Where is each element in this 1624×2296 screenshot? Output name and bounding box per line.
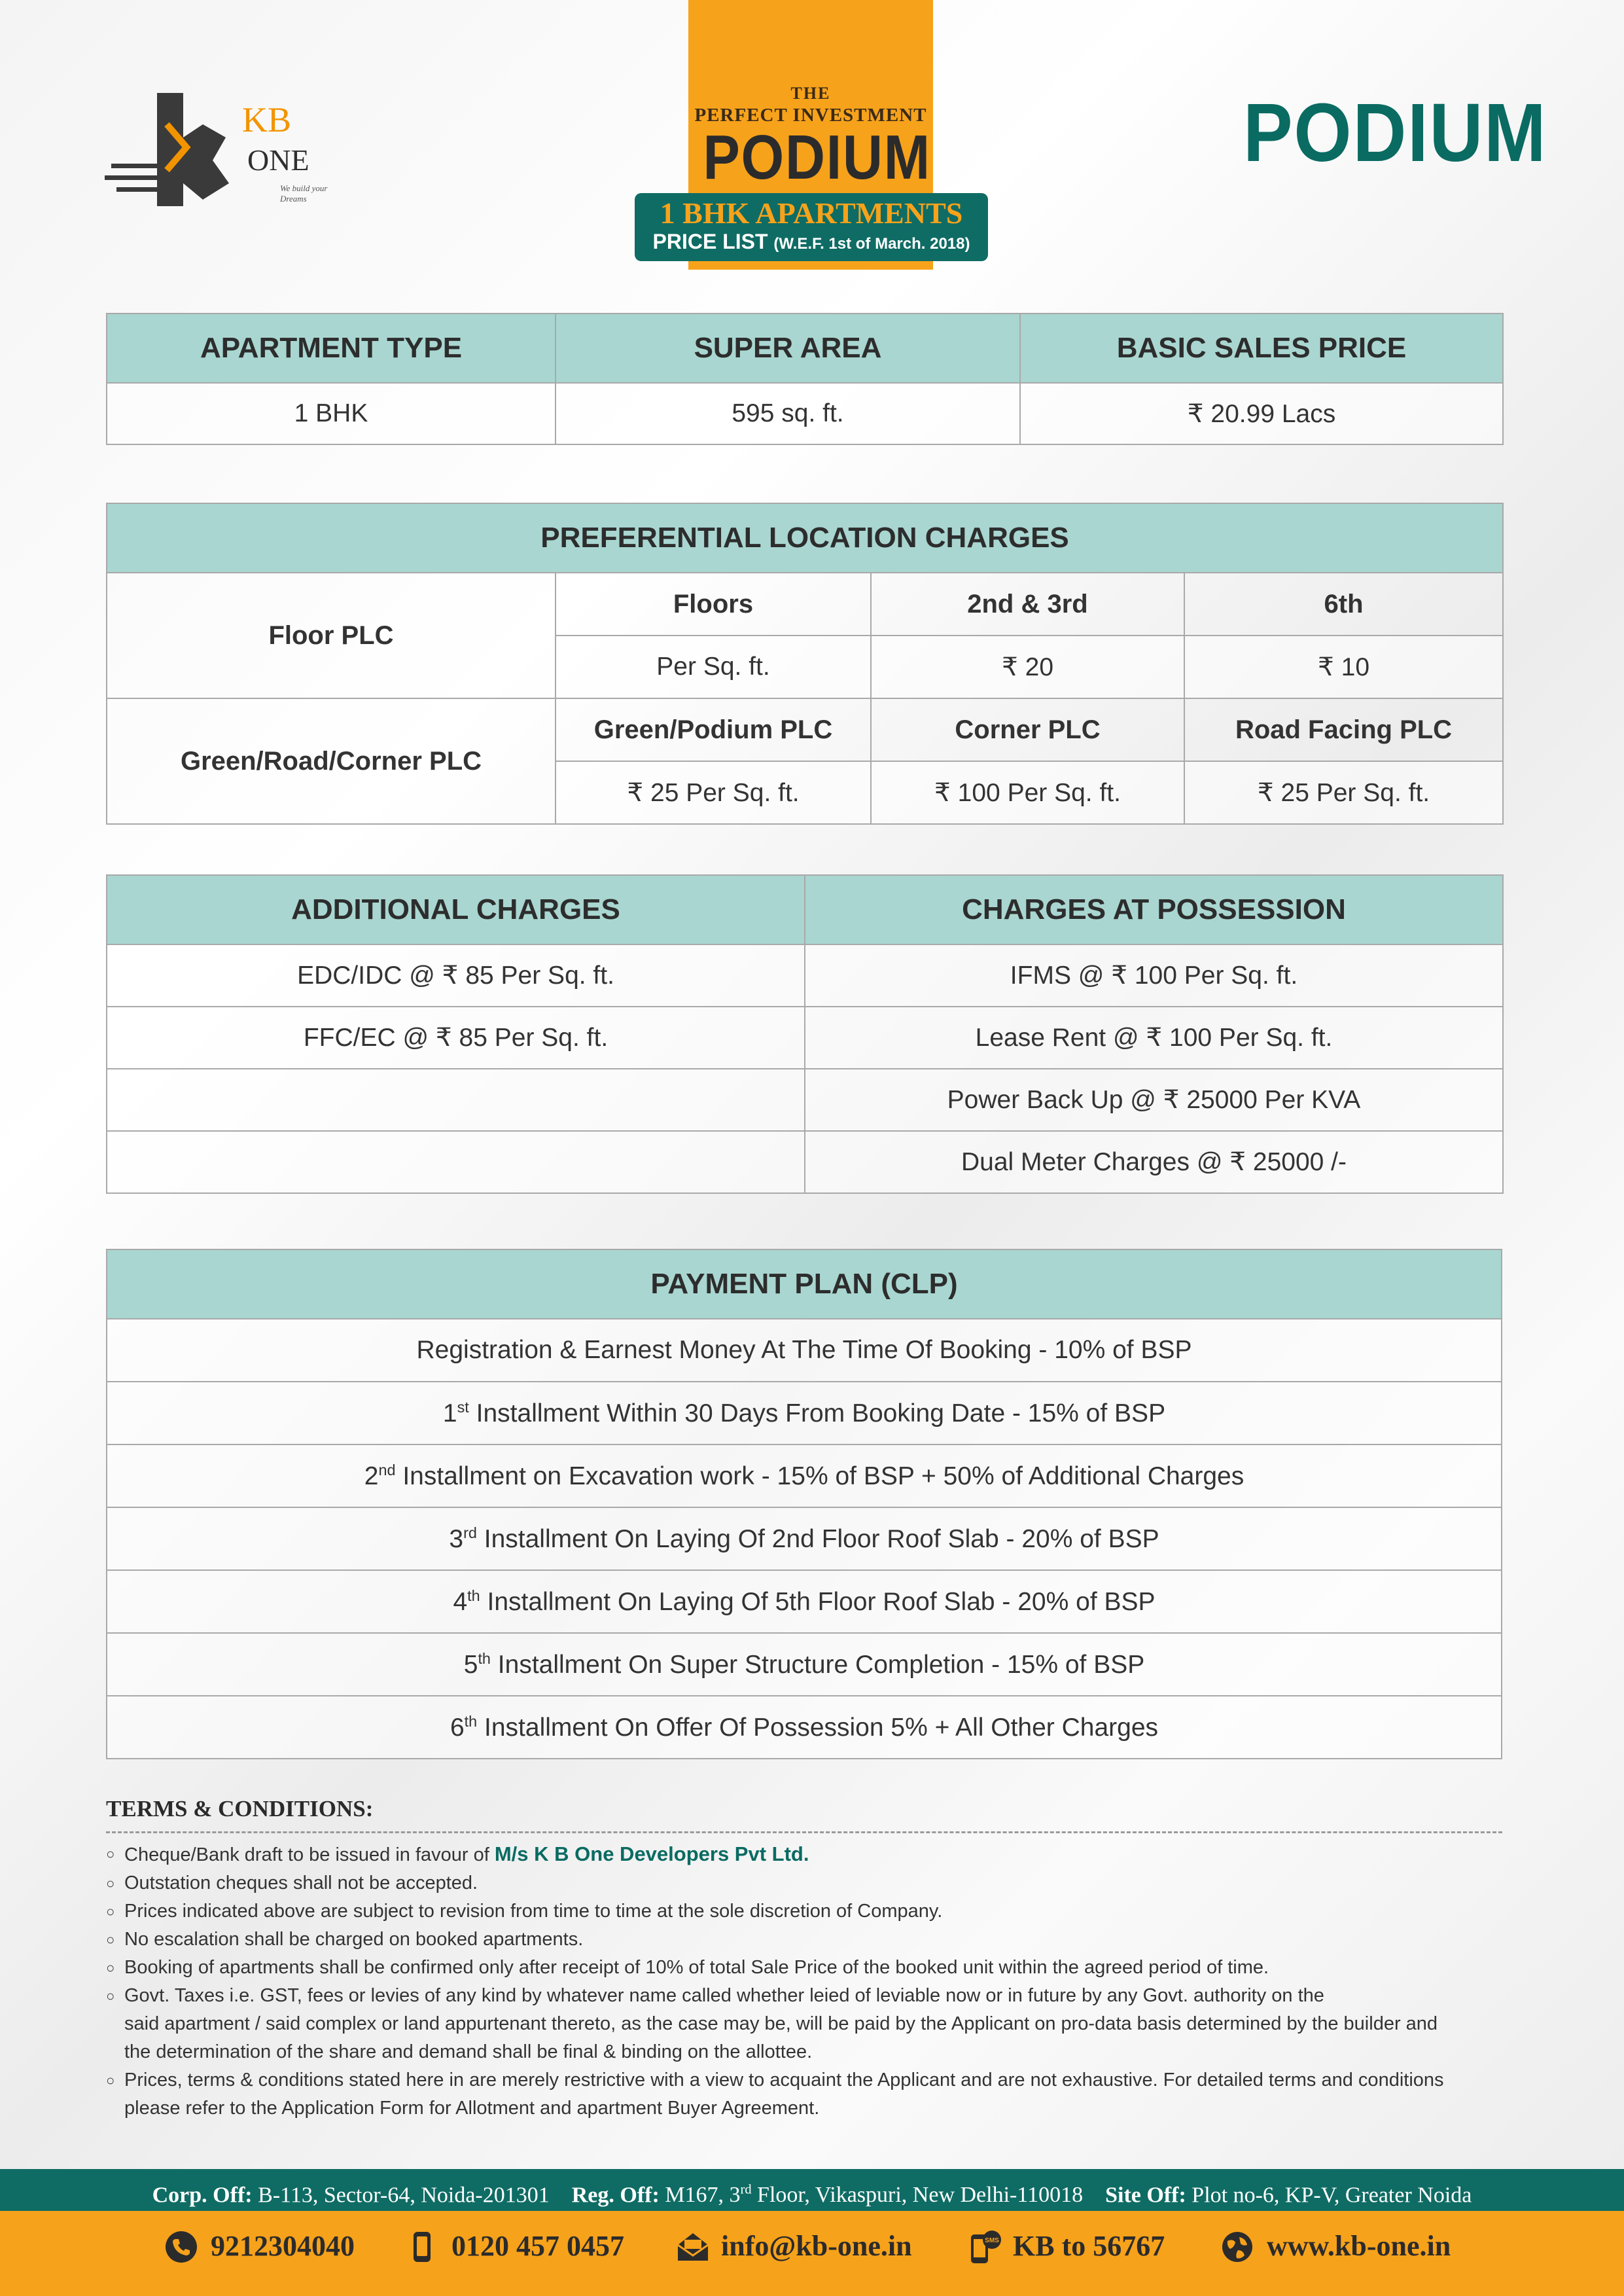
sms-code: KB to 56767 [1013,2230,1165,2262]
list-item: ○ Cheque/Bank draft to be issued in favour of M/s K B One Developers Pvt Ltd. [106,1840,1532,1869]
table-row [107,383,1503,444]
table-row [107,1507,1502,1570]
badge-podium: PODIUM [703,122,931,192]
price-list-text: PRICE LIST [652,230,768,253]
header-basic-sales-price: BASIC SALES PRICE [1020,314,1503,383]
list-item: ○ Booking of apartments shall be confirmed only after receipt of 10% of total Sale Price of the booked unit within the agreed period of time. [106,1954,1532,1982]
logo-one: ONE [247,143,309,177]
floor-val-per-sqft: Per Sq. ft. [556,636,871,698]
table-row [107,1319,1502,1382]
green-head-corner: Corner PLC [871,698,1184,761]
additional-charge-cell [107,1069,805,1131]
plc-title: PREFERENTIAL LOCATION CHARGES [107,503,1503,573]
additional-charge-cell: EDC/IDC @ ₹ 85 Per Sq. ft. [107,944,805,1007]
badge-perfect-investment: PERFECT INVESTMENT [694,105,927,126]
mail-icon [675,2231,711,2263]
table-row [107,1696,1502,1759]
list-item: ○ Prices indicated above are subject to revision from time to time at the sole discretion of Company. [106,1897,1532,1926]
landline-number: 0120 457 0457 [451,2230,624,2262]
green-val-road-facing: ₹ 25 Per Sq. ft. [1184,761,1503,824]
list-item: ○ No escalation shall be charged on booked apartments. [106,1926,1532,1954]
floor-val-6th: ₹ 10 [1184,636,1503,698]
site-office-address: Plot no-6, KP-V, Greater Noida [1192,2183,1472,2208]
list-item: ○ Outstation cheques shall not be accepted. [106,1869,1532,1897]
charges-at-possession-title: CHARGES AT POSSESSION [805,875,1503,944]
wef-text: (W.E.F. 1st of March. 2018) [773,235,970,253]
green-val-podium: ₹ 25 Per Sq. ft. [556,761,871,824]
table-row [107,1007,1503,1069]
bhk-apartments-label: 1 BHK APARTMENTS [660,196,963,230]
additional-charge-cell: FFC/EC @ ₹ 85 Per Sq. ft. [107,1007,805,1069]
reg-office-address: M167, 3rd Floor, Vikaspuri, New Delhi-110018 [665,2183,1084,2208]
payment-installment-2: 2nd Installment on Excavation work - 15% of BSP + 50% of Additional Charges [107,1444,1502,1507]
page-title: PODIUM [1243,86,1547,179]
corp-office-address: B-113, Sector-64, Noida-201301 [258,2183,550,2208]
table-row [107,1382,1502,1444]
header-apartment-type: APARTMENT TYPE [107,314,556,383]
phone-number: 9212304040 [211,2230,355,2262]
price-list-label [635,230,988,254]
logo-tagline: We build your Dreams [280,183,328,204]
header-super-area: SUPER AREA [556,314,1020,383]
payment-installment-1: 1st Installment Within 30 Days From Booking Date - 15% of BSP [107,1382,1502,1444]
cell-basic-sales-price: ₹ 20.99 Lacs [1020,383,1503,444]
possession-charge-cell: Dual Meter Charges @ ₹ 25000 /- [805,1131,1503,1193]
cell-apartment-type: 1 BHK [107,383,556,444]
contact-bar [0,2211,1624,2296]
bhk-price-list-box [635,193,988,261]
payment-registration: Registration & Earnest Money At The Time Of Booking - 10% of BSP [107,1319,1502,1382]
payment-plan-title: PAYMENT PLAN (CLP) [107,1249,1502,1319]
terms-section [106,1796,1532,2123]
mobile-icon [406,2231,438,2263]
office-address-bar [0,2169,1624,2211]
payment-installment-6: 6th Installment On Offer Of Possession 5% + All Other Charges [107,1696,1502,1759]
plc-table [106,503,1504,825]
floor-val-2nd-3rd: ₹ 20 [871,636,1184,698]
payment-installment-4: 4th Installment On Laying Of 5th Floor Roof Slab - 20% of BSP [107,1570,1502,1633]
reg-office-label: Reg. Off: [571,2183,660,2208]
charges-table [106,874,1504,1194]
floor-head-6th: 6th [1184,573,1503,636]
payment-installment-3: 3rd Installment On Laying Of 2nd Floor Roof Slab - 20% of BSP [107,1507,1502,1570]
green-head-road-facing: Road Facing PLC [1184,698,1503,761]
table-header-row [107,314,1503,383]
basic-price-table [106,313,1504,445]
table-header-row [107,875,1503,944]
table-row [107,944,1503,1007]
green-road-corner-plc-label: Green/Road/Corner PLC [107,698,556,824]
table-header-row [107,1249,1502,1319]
terms-list [106,1840,1532,2123]
phone-icon [165,2231,198,2263]
table-row [107,573,1503,636]
website-url: www.kb-one.in [1267,2230,1451,2262]
sms-icon [967,2231,1002,2266]
logo-mark-icon [105,85,242,216]
list-item: ○ Prices, terms & conditions stated here in are merely restrictive with a view to acquaint the Applicant and are not exhaustive. For detailed terms and conditions please refer to the Application Form for Allotment and apartment Buyer Agreement. [106,2066,1532,2123]
possession-charge-cell: IFMS @ ₹ 100 Per Sq. ft. [805,944,1503,1007]
cell-super-area: 595 sq. ft. [556,383,1020,444]
table-row [107,1633,1502,1696]
site-office-label: Site Off: [1105,2183,1186,2208]
floor-head-floors: Floors [556,573,871,636]
company-logo [105,85,327,216]
green-head-podium: Green/Podium PLC [556,698,871,761]
sms-icon-label: SMS [985,2237,999,2244]
company-name: M/s K B One Developers Pvt Ltd. [494,1842,809,1865]
email-address: info@kb-one.in [721,2230,912,2262]
globe-icon [1221,2231,1254,2263]
additional-charges-title: ADDITIONAL CHARGES [107,875,805,944]
floor-head-2nd-3rd: 2nd & 3rd [871,573,1184,636]
green-val-corner: ₹ 100 Per Sq. ft. [871,761,1184,824]
list-item: ○ Govt. Taxes i.e. GST, fees or levies of any kind by whatever name called whether leied of leviable now or in future by any Govt. authority on the said apartment / said complex or land appurtenant thereto, as the case may be, will be paid by the Applicant on pro-data basis determined by the builder and the determination of the share and demand shall be final & binding on the allottee. [106,1982,1532,2066]
possession-charge-cell: Power Back Up @ ₹ 25000 Per KVA [805,1069,1503,1131]
badge-the: THE [790,84,831,103]
possession-charge-cell: Lease Rent @ ₹ 100 Per Sq. ft. [805,1007,1503,1069]
payment-installment-5: 5th Installment On Super Structure Completion - 15% of BSP [107,1633,1502,1696]
table-row [107,1131,1503,1193]
corp-office-label: Corp. Off: [152,2183,253,2208]
logo-kb: KB [242,100,292,139]
table-row [107,1444,1502,1507]
table-row [107,698,1503,761]
table-row [107,1069,1503,1131]
table-header-row [107,503,1503,573]
terms-title: TERMS & CONDITIONS: [106,1796,1502,1833]
payment-plan-table [106,1249,1502,1759]
table-row [107,1570,1502,1633]
additional-charge-cell [107,1131,805,1193]
floor-plc-label: Floor PLC [107,573,556,698]
